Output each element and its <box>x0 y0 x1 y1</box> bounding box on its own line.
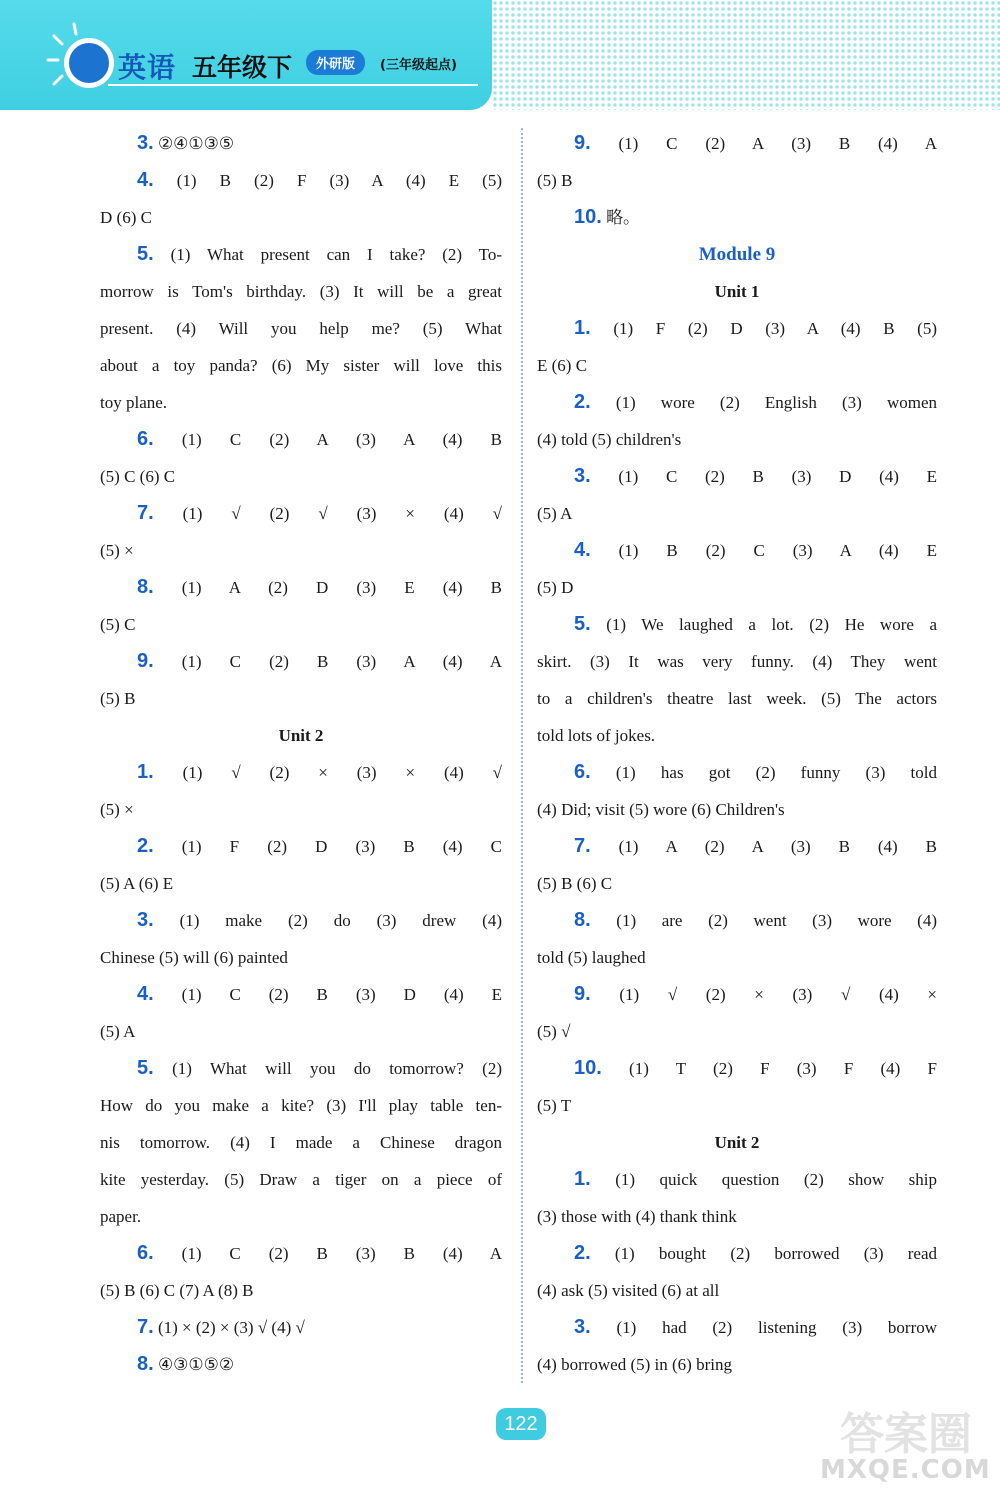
answer-text: (1) C (2) B (3) A (4) A <box>181 652 502 671</box>
answer-text: told (5) laughed <box>537 948 646 967</box>
answer-text: (5) B <box>100 689 136 708</box>
answer-text: toy plane. <box>100 393 168 412</box>
answer-text: (1) C (2) A (3) B (4) A <box>618 134 937 153</box>
question-number: 3. <box>137 132 154 154</box>
answer-text: (1) × (2) × (3) √ (4) √ <box>157 1318 305 1337</box>
start-note: (三年级起点) <box>380 58 457 73</box>
answer-line <box>537 458 937 495</box>
answer-text: (5) A (6) E <box>100 874 174 893</box>
question-number: 4. <box>137 169 154 191</box>
dot-pattern <box>492 0 1000 110</box>
answer-line <box>537 1013 937 1050</box>
answer-line <box>100 1124 502 1161</box>
answer-text: (5) D <box>537 578 574 597</box>
answer-text: (4) ask (5) visited (6) at all <box>537 1281 720 1300</box>
answer-line <box>537 606 937 643</box>
answer-text: (1) C (2) A (3) A (4) B <box>181 430 502 449</box>
question-number: 4. <box>574 539 591 561</box>
question-number: 9. <box>574 983 591 1005</box>
grade-title: 五年级下 <box>192 53 293 82</box>
answer-line <box>537 680 937 717</box>
answer-line <box>100 236 502 273</box>
answer-text: (5) A <box>100 1022 136 1041</box>
answer-line <box>537 828 937 865</box>
question-number: 5. <box>137 243 154 265</box>
answer-line <box>537 754 937 791</box>
answer-text: to a children's theatre last week. (5) The actors <box>537 689 937 708</box>
answer-line <box>537 976 937 1013</box>
column-divider <box>521 128 523 1383</box>
answer-line <box>537 1198 937 1235</box>
answer-line <box>100 976 502 1013</box>
answer-line <box>100 1087 502 1124</box>
unit-heading: Unit 2 <box>714 1133 760 1152</box>
answer-text: Chinese (5) will (6) painted <box>100 948 288 967</box>
answer-line <box>100 532 502 569</box>
question-number: 1. <box>574 317 591 339</box>
answer-text: (1) What present can I take? (2) To- <box>170 245 503 264</box>
answer-line <box>537 939 937 976</box>
answer-text: (4) Did; visit (5) wore (6) Children's <box>537 800 785 819</box>
question-number: 7. <box>137 502 154 524</box>
answer-line <box>100 199 502 236</box>
answer-text: (5) A <box>537 504 573 523</box>
answer-text: (1) make (2) do (3) drew (4) <box>179 911 502 930</box>
page-number: 122 <box>496 1408 546 1440</box>
answer-text: paper. <box>100 1207 142 1226</box>
question-number: 2. <box>574 1242 591 1264</box>
answer-line <box>100 495 502 532</box>
answer-text: (1) wore (2) English (3) women <box>615 393 938 412</box>
answer-line <box>100 569 502 606</box>
answer-text: skirt. (3) It was very funny. (4) They went <box>537 652 937 671</box>
question-number: 2. <box>137 835 154 857</box>
answer-text: (1) √ (2) √ (3) × (4) √ <box>182 504 502 523</box>
answer-line <box>100 1161 502 1198</box>
answer-text: (5) B (6) C <box>537 874 613 893</box>
answer-text: (1) B (2) F (3) A (4) E (5) <box>176 171 502 190</box>
answer-line <box>100 1198 502 1235</box>
answer-text: (1) has got (2) funny (3) told <box>615 763 938 782</box>
unit-heading: Unit 1 <box>714 282 760 301</box>
answer-text: nis tomorrow. (4) I made a Chinese dragon <box>100 1133 502 1152</box>
answer-text: present. (4) Will you help me? (5) What <box>100 319 502 338</box>
answer-text: (5) B <box>537 171 573 190</box>
answer-text: (1) B (2) C (3) A (4) E <box>618 541 937 560</box>
answer-text: told lots of jokes. <box>537 726 656 745</box>
answer-text: (3) those with (4) thank think <box>537 1207 737 1226</box>
answer-text: about a toy panda? (6) My sister will love this <box>100 356 502 375</box>
answer-line <box>537 865 937 902</box>
answer-text: How do you make a kite? (3) I'll play table ten- <box>100 1096 502 1115</box>
answer-line <box>100 791 502 828</box>
answer-line <box>100 865 502 902</box>
answer-line <box>100 1235 502 1272</box>
answer-line <box>100 273 502 310</box>
answer-line <box>537 1087 937 1124</box>
answer-text: (5) × <box>100 541 134 560</box>
answer-text: (1) A (2) D (3) E (4) B <box>181 578 502 597</box>
question-number: 3. <box>137 909 154 931</box>
answer-line <box>100 162 502 199</box>
answer-line <box>100 606 502 643</box>
answer-text: ④③①⑤② <box>157 1355 235 1374</box>
answer-text: (1) C (2) B (3) B (4) A <box>181 1244 502 1263</box>
answer-line <box>100 310 502 347</box>
answer-line <box>537 1161 937 1198</box>
answer-line <box>100 384 502 421</box>
answer-text: (1) bought (2) borrowed (3) read <box>614 1244 937 1263</box>
question-number: 8. <box>574 909 591 931</box>
answer-text: (1) √ (2) × (3) × (4) √ <box>182 763 503 782</box>
question-number: 10. <box>574 1057 602 1079</box>
question-number: 5. <box>574 613 591 635</box>
answer-line <box>537 902 937 939</box>
answer-text: (1) had (2) listening (3) borrow <box>616 1318 938 1337</box>
answer-line <box>537 1235 937 1272</box>
answer-text: (5) C <box>100 615 136 634</box>
answer-line <box>537 569 937 606</box>
edition-badge: 外研版 <box>306 50 365 75</box>
question-number: 7. <box>137 1316 154 1338</box>
answer-line <box>537 310 937 347</box>
answer-text: (5) T <box>537 1096 572 1115</box>
answer-text: (1) We laughed a lot. (2) He wore a <box>606 615 937 634</box>
answer-line <box>537 717 937 754</box>
answer-line <box>100 1346 502 1383</box>
answer-line <box>537 1050 937 1087</box>
question-number: 4. <box>137 983 154 1005</box>
answer-text: E (6) C <box>537 356 588 375</box>
answer-line <box>100 347 502 384</box>
question-number: 9. <box>137 650 154 672</box>
question-number: 3. <box>574 1316 591 1338</box>
answer-line <box>100 828 502 865</box>
watermark-site: MXQE.COM <box>820 1455 991 1485</box>
answer-text: 略。 <box>606 208 641 227</box>
question-number: 1. <box>137 761 154 783</box>
answer-text: (5) × <box>100 800 134 819</box>
answer-line <box>537 347 937 384</box>
subject-title: 英语 <box>118 51 177 84</box>
header-banner <box>0 0 492 110</box>
answer-text: (1) quick question (2) show ship <box>615 1170 937 1189</box>
question-number: 8. <box>137 576 154 598</box>
answer-text: kite yesterday. (5) Draw a tiger on a piece of <box>100 1170 502 1189</box>
answer-text: (1) A (2) A (3) B (4) B <box>618 837 937 856</box>
answer-line <box>537 1272 937 1309</box>
answer-line <box>537 162 937 199</box>
answer-line <box>100 1309 502 1346</box>
answer-line <box>100 421 502 458</box>
question-number: 10. <box>574 206 602 228</box>
answer-line <box>100 1272 502 1309</box>
watermark-logo-icon <box>840 1405 992 1459</box>
answer-text: (5) B (6) C (7) A (8) B <box>100 1281 254 1300</box>
answer-line <box>537 495 937 532</box>
answer-text: (4) told (5) children's <box>537 430 682 449</box>
answer-line <box>100 754 502 791</box>
answer-text: (1) What will you do tomorrow? (2) <box>172 1059 502 1078</box>
answer-text: (1) C (2) B (3) D (4) E <box>181 985 502 1004</box>
answer-line <box>537 1309 937 1346</box>
answer-line <box>100 1050 502 1087</box>
answer-text: (1) C (2) B (3) D (4) E <box>618 467 937 486</box>
answer-text: (1) are (2) went (3) wore (4) <box>616 911 937 930</box>
question-number: 6. <box>574 761 591 783</box>
answer-text: D (6) C <box>100 208 152 227</box>
answer-line <box>100 458 502 495</box>
answer-line <box>537 532 937 569</box>
unit-heading: Unit 2 <box>278 726 324 745</box>
question-number: 1. <box>574 1168 591 1190</box>
answer-text: (5) C (6) C <box>100 467 176 486</box>
answer-line <box>537 384 937 421</box>
answer-line <box>537 421 937 458</box>
answer-text: (1) √ (2) × (3) √ (4) × <box>619 985 938 1004</box>
answer-line <box>100 125 502 162</box>
answer-line <box>100 643 502 680</box>
answer-line <box>100 939 502 976</box>
question-number: 5. <box>137 1057 154 1079</box>
question-number: 2. <box>574 391 591 413</box>
answer-line <box>537 643 937 680</box>
answer-text: morrow is Tom's birthday. (3) It will be a great <box>100 282 502 301</box>
answer-line <box>537 125 937 162</box>
answer-text: (1) F (2) D (3) A (4) B (5) <box>613 319 937 338</box>
header-underline <box>108 84 478 86</box>
question-number: 9. <box>574 132 591 154</box>
answer-line <box>100 1013 502 1050</box>
answer-line <box>100 902 502 939</box>
module-heading: Module 9 <box>698 244 776 265</box>
answer-text: (5) √ <box>537 1022 571 1041</box>
answer-text: (4) borrowed (5) in (6) bring <box>537 1355 732 1374</box>
answer-text: (1) T (2) F (3) F (4) F <box>629 1059 937 1078</box>
left-column <box>100 125 502 1383</box>
answer-line <box>537 199 937 236</box>
question-number: 6. <box>137 428 154 450</box>
answer-line <box>537 1346 937 1383</box>
question-number: 6. <box>137 1242 154 1264</box>
question-number: 3. <box>574 465 591 487</box>
answer-line <box>100 680 502 717</box>
question-number: 8. <box>137 1353 154 1375</box>
right-column <box>537 125 937 1383</box>
question-number: 7. <box>574 835 591 857</box>
answer-text: (1) F (2) D (3) B (4) C <box>181 837 502 856</box>
logo-circle <box>64 38 114 88</box>
watermark-chars: 答案圈 <box>840 1409 972 1459</box>
answer-line <box>537 791 937 828</box>
answer-text: ②④①③⑤ <box>157 134 235 153</box>
